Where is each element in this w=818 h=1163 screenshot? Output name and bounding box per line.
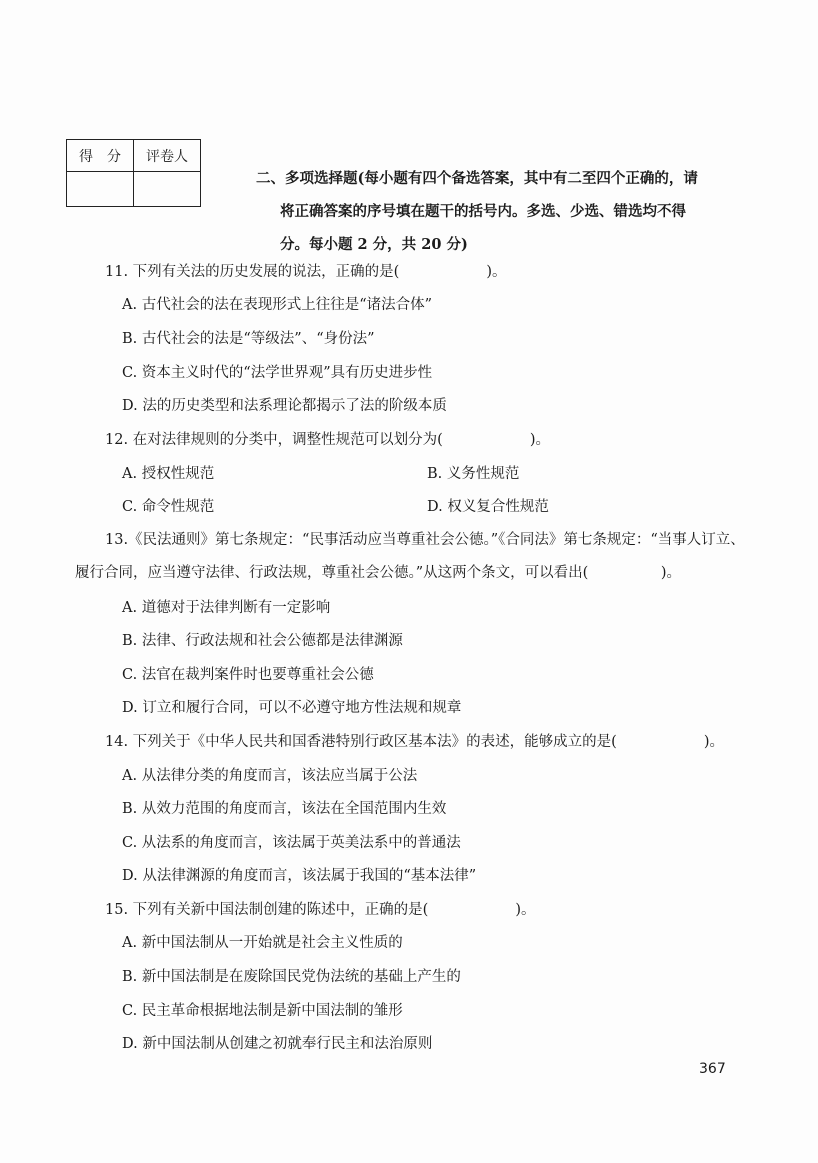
grader-header: 评卷人 — [134, 140, 201, 172]
q15-option-d: D. 新中国法制从创建之初就奉行民主和法治原则 — [122, 1036, 433, 1052]
question-13-stem-line2: 履行合同，应当遵守法律、行政法规，尊重社会公德。”从这两个条文，可以看出( )。 — [75, 565, 681, 581]
q13-option-b: B. 法律、行政法规和社会公德都是法律渊源 — [122, 633, 403, 649]
q15-option-c: C. 民主革命根据地法制是新中国法制的雏形 — [122, 1003, 403, 1019]
q14-option-c: C. 从法系的角度而言，该法属于英美法系中的普通法 — [122, 835, 461, 851]
section-title-line2: 将正确答案的序号填在题干的括号内。多选、少选、错选均不得 — [280, 203, 686, 220]
q13-option-d: D. 订立和履行合同，可以不必遵守地方性法规和规章 — [122, 700, 462, 716]
score-header: 得 分 — [67, 140, 134, 172]
q14-option-b: B. 从效力范围的角度而言，该法在全国范围内生效 — [122, 801, 447, 817]
q11-option-b: B. 古代社会的法是“等级法”、“身份法” — [122, 331, 375, 347]
question-13-stem-line1: 13.《民法通则》第七条规定：“民事活动应当尊重社会公德。”《合同法》第七条规定：“当事人订立、 — [105, 532, 745, 548]
score-cell[interactable] — [67, 172, 134, 207]
q14-option-a: A. 从法律分类的角度而言，该法应当属于公法 — [122, 768, 418, 784]
question-15-stem: 15. 下列有关新中国法制创建的陈述中，正确的是( )。 — [105, 902, 536, 918]
question-14-stem: 14. 下列关于《中华人民共和国香港特别行政区基本法》的表述，能够成立的是( )。 — [105, 734, 724, 750]
q13-option-a: A. 道德对于法律判断有一定影响 — [122, 600, 331, 616]
page-number: 367 — [699, 1061, 726, 1077]
score-table — [66, 139, 201, 207]
question-13-stem — [75, 524, 765, 590]
q15-option-b: B. 新中国法制是在废除国民党伪法统的基础上产生的 — [122, 969, 461, 985]
question-11-stem: 11. 下列有关法的历史发展的说法，正确的是( )。 — [105, 264, 507, 280]
section-title — [256, 162, 756, 261]
q12-option-b: B. 义务性规范 — [427, 466, 520, 482]
q14-option-d: D. 从法律渊源的角度而言，该法属于我国的“基本法律” — [122, 868, 477, 884]
q12-option-c: C. 命令性规范 — [122, 499, 215, 515]
q11-option-d: D. 法的历史类型和法系理论都揭示了法的阶级本质 — [122, 398, 447, 414]
grader-cell[interactable] — [134, 172, 201, 207]
question-12-stem: 12. 在对法律规则的分类中，调整性规范可以划分为( )。 — [105, 432, 550, 448]
q15-option-a: A. 新中国法制从一开始就是社会主义性质的 — [122, 935, 403, 951]
q11-option-a: A. 古代社会的法在表现形式上往往是“诸法合体” — [122, 297, 433, 313]
q13-option-c: C. 法官在裁判案件时也要尊重社会公德 — [122, 667, 374, 683]
q11-option-c: C. 资本主义时代的“法学世界观”具有历史进步性 — [122, 365, 433, 381]
q12-option-d: D. 权义复合性规范 — [427, 499, 549, 515]
section-title-line1: 二、多项选择题(每小题有四个备选答案，其中有二至四个正确的，请 — [256, 170, 698, 187]
section-title-line3: 分。每小题 2 分，共 20 分) — [280, 236, 468, 253]
q12-option-a: A. 授权性规范 — [122, 466, 215, 482]
